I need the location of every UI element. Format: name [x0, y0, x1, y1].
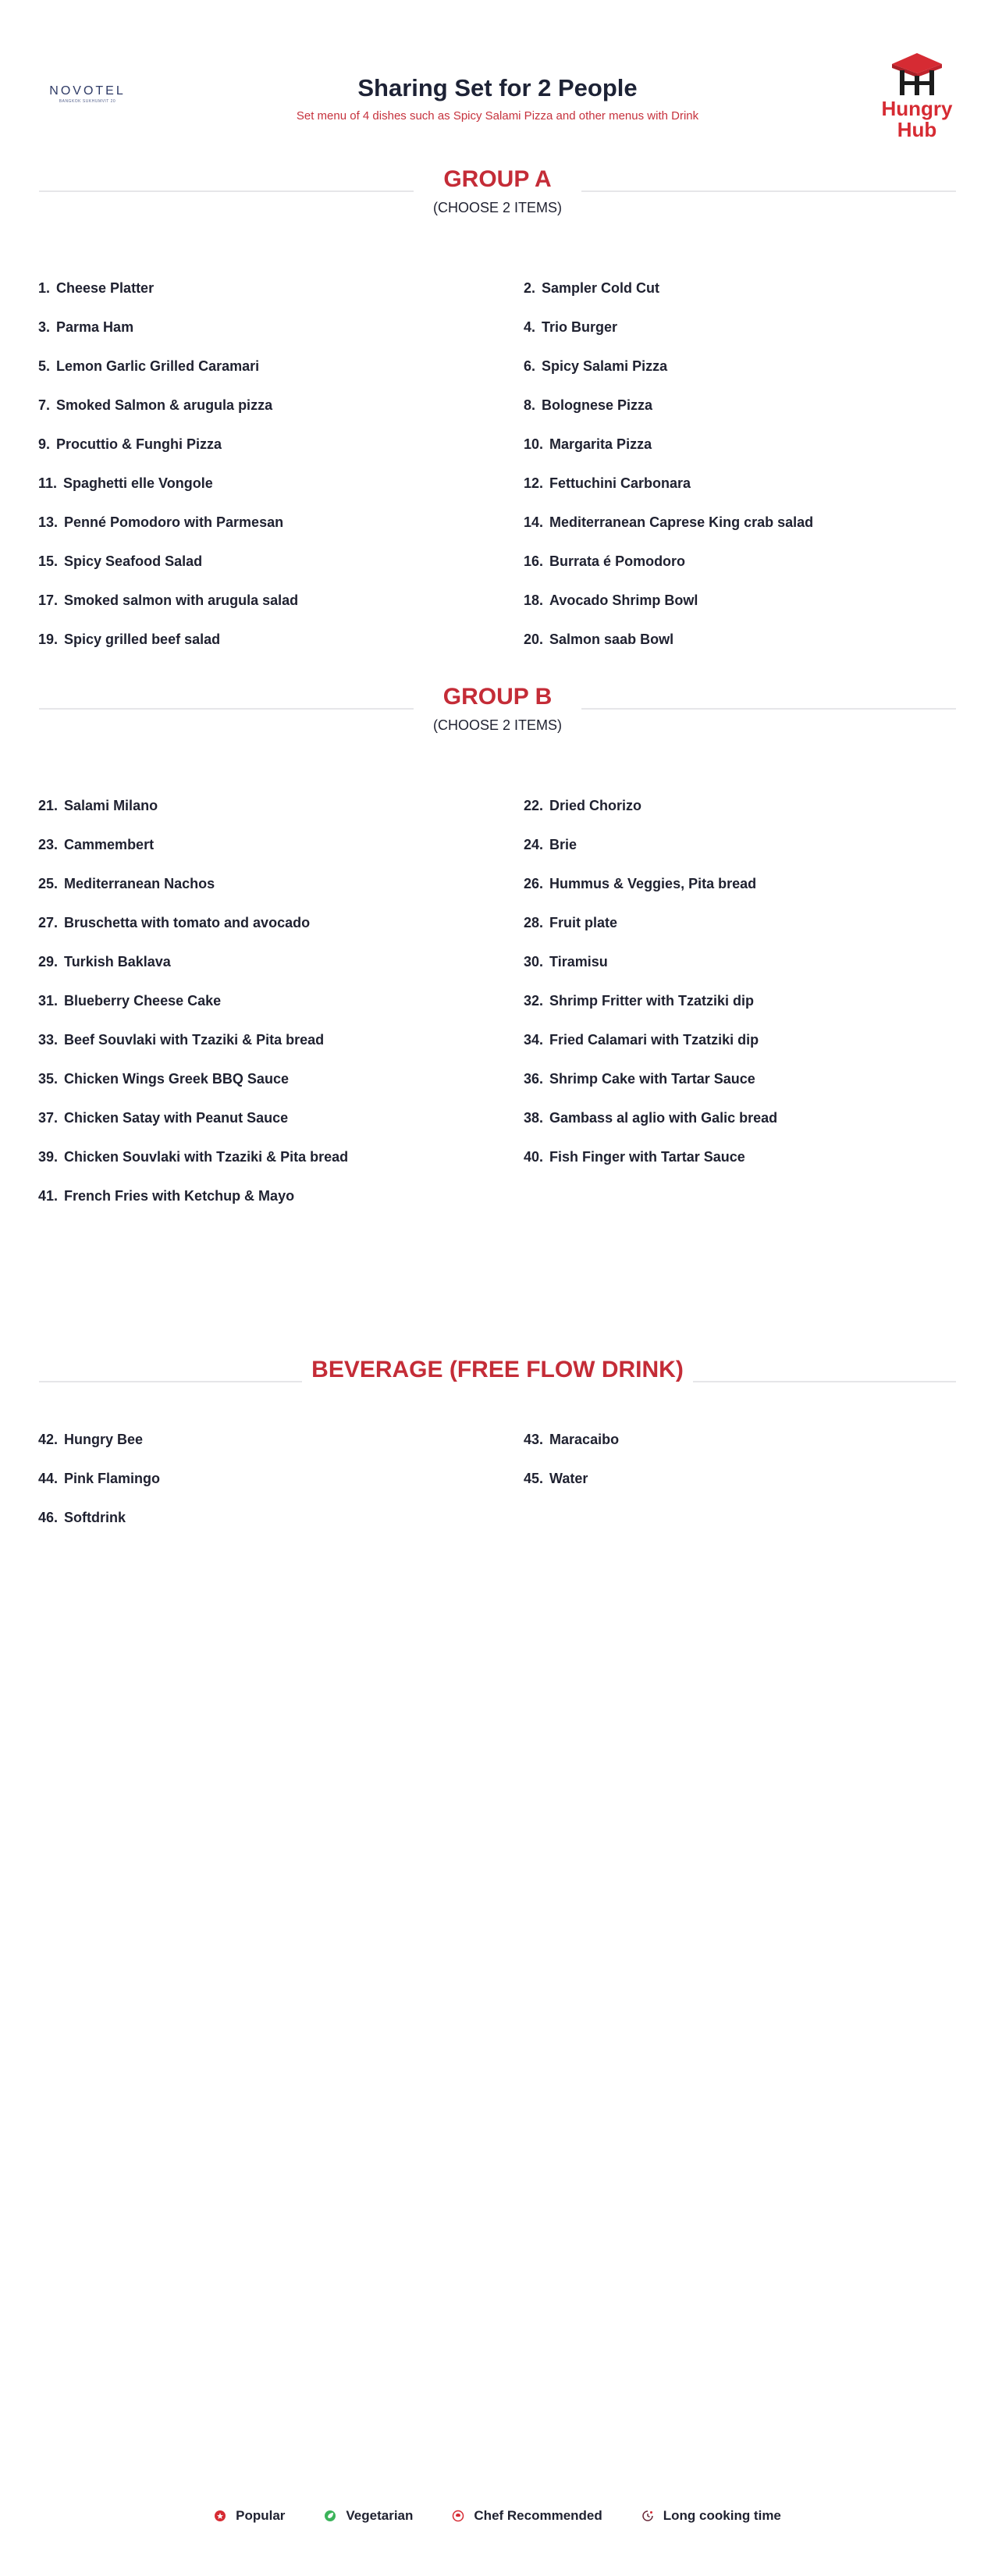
menu-item [524, 835, 959, 874]
divider [39, 708, 414, 710]
menu-item-number: 41. [38, 1188, 59, 1204]
menu-item-name: Brie [549, 837, 577, 852]
menu-item [38, 318, 524, 357]
menu-item-number: 40. [524, 1149, 544, 1165]
legend-item-popular [214, 2508, 285, 2524]
menu-item [524, 396, 959, 435]
menu-item [38, 1069, 524, 1108]
novotel-logo-tagline: BANGKOK SUKHUMVIT 20 [59, 99, 116, 104]
legend-label: Long cooking time [663, 2508, 781, 2523]
menu-item [524, 991, 959, 1030]
menu-item [38, 952, 524, 991]
legend [0, 2504, 995, 2528]
menu-item [524, 435, 959, 474]
menu-item-number: 6. [524, 358, 536, 374]
menu-item [524, 913, 959, 952]
menu-item [524, 874, 959, 913]
menu-item-name: Chicken Wings Greek BBQ Sauce [64, 1071, 289, 1087]
menu-item-number: 19. [38, 632, 59, 647]
menu-item-name: Turkish Baklava [64, 954, 171, 970]
menu-item-name: Sampler Cold Cut [542, 280, 660, 296]
menu-item-number: 45. [524, 1471, 544, 1486]
menu-item-name: Bruschetta with tomato and avocado [64, 915, 311, 930]
menu-item-number: 43. [524, 1432, 544, 1447]
menu-item [38, 835, 524, 874]
divider [39, 1381, 328, 1382]
menu-item-name: Fish Finger with Tartar Sauce [549, 1149, 745, 1165]
menu-item [38, 513, 524, 552]
page-subtitle: Set menu of 4 dishes such as Spicy Salami Pizza and other menus with Drink [296, 109, 699, 123]
divider [581, 190, 956, 192]
legend-item-long-cooking-time [641, 2508, 781, 2524]
menu-item-name: Maracaibo [549, 1432, 620, 1447]
menu-item-name: Beef Souvlaki with Tzaziki & Pita bread [64, 1032, 325, 1048]
menu-item-number: 14. [524, 514, 544, 530]
hungry-hub-logo [869, 50, 965, 151]
menu-item-name: Trio Burger [542, 319, 618, 335]
menu-item [38, 874, 524, 913]
group-b-items [38, 796, 959, 1226]
menu-item-number: 35. [38, 1071, 59, 1087]
menu-item-number: 9. [38, 436, 51, 452]
legend-item-chef-recommended [452, 2508, 602, 2524]
menu-item [38, 1030, 524, 1069]
menu-item-name: Spaghetti elle Vongole [63, 475, 213, 491]
menu-item [524, 1430, 959, 1469]
menu-item [524, 279, 959, 318]
menu-item [38, 474, 524, 513]
menu-item-name: Fried Calamari with Tzatziki dip [549, 1032, 759, 1048]
popular-icon [214, 2510, 226, 2522]
hungry-hub-logo-line1: Hungry [881, 97, 953, 120]
menu-item-number: 25. [38, 876, 59, 891]
menu-item-number: 44. [38, 1471, 59, 1486]
group-a-title: GROUP A [434, 164, 560, 195]
legend-label: Chef Recommended [474, 2508, 602, 2523]
menu-item-name: Smoked salmon with arugula salad [64, 592, 299, 608]
beverage-items [38, 1430, 959, 1547]
menu-item-number: 11. [38, 475, 58, 491]
menu-item [38, 796, 524, 835]
menu-item-number: 10. [524, 436, 544, 452]
menu-item-number: 24. [524, 837, 544, 852]
menu-item-number: 26. [524, 876, 544, 891]
menu-item [524, 357, 959, 396]
menu-item-number: 29. [38, 954, 59, 970]
group-a-note: (CHOOSE 2 ITEMS) [432, 200, 562, 215]
menu-item-name: Shrimp Cake with Tartar Sauce [549, 1071, 755, 1087]
menu-item [38, 1147, 524, 1187]
hungry-hub-logo-text [869, 98, 965, 141]
menu-item-name: Fruit plate [549, 915, 618, 930]
menu-item-name: Avocado Shrimp Bowl [549, 592, 698, 608]
menu-item-number: 30. [524, 954, 544, 970]
novotel-logo [47, 84, 128, 105]
menu-item-name: Softdrink [64, 1510, 126, 1525]
beverage-header [39, 1354, 956, 1386]
menu-item-number: 13. [38, 514, 59, 530]
page-header [0, 0, 995, 156]
menu-item-number: 2. [524, 280, 536, 296]
menu-item-number: 4. [524, 319, 536, 335]
menu-item [38, 552, 524, 591]
legend-label: Vegetarian [346, 2508, 414, 2523]
menu-item-number: 37. [38, 1110, 59, 1126]
menu-item-number: 34. [524, 1032, 544, 1048]
menu-item-number: 23. [38, 837, 59, 852]
menu-item-number: 39. [38, 1149, 59, 1165]
menu-item-name: Shrimp Fritter with Tzatziki dip [549, 993, 755, 1009]
menu-item [524, 513, 959, 552]
beverage-title: BEVERAGE (FREE FLOW DRINK) [302, 1354, 693, 1386]
menu-item-number: 3. [38, 319, 51, 335]
menu-item-name: Salmon saab Bowl [549, 632, 674, 647]
menu-item-name: Penné Pomodoro with Parmesan [64, 514, 284, 530]
menu-item-name: French Fries with Ketchup & Mayo [64, 1188, 295, 1204]
menu-item-number: 8. [524, 397, 536, 413]
menu-item-number: 5. [38, 358, 51, 374]
menu-item [38, 1108, 524, 1147]
menu-item [38, 1430, 524, 1469]
menu-item-name: Chicken Souvlaki with Tzaziki & Pita bread [64, 1149, 349, 1165]
menu-item-number: 38. [524, 1110, 544, 1126]
menu-item-number: 33. [38, 1032, 59, 1048]
menu-item [38, 1469, 524, 1508]
vegetarian-icon [324, 2510, 336, 2522]
menu-item [524, 1069, 959, 1108]
legend-item-vegetarian [324, 2508, 413, 2524]
menu-item-number: 16. [524, 553, 544, 569]
novotel-logo-word: NOVOTEL [49, 84, 126, 98]
menu-item-name: Cheese Platter [56, 280, 155, 296]
menu-item [38, 991, 524, 1030]
menu-item [38, 1187, 524, 1226]
menu-item-name: Spicy Salami Pizza [542, 358, 668, 374]
menu-item-number: 32. [524, 993, 544, 1009]
menu-item-number: 22. [524, 798, 544, 813]
menu-item [524, 591, 959, 630]
menu-item-number: 12. [524, 475, 544, 491]
legend-label: Popular [236, 2508, 286, 2523]
menu-item [38, 591, 524, 630]
menu-item-name: Hummus & Veggies, Pita bread [549, 876, 757, 891]
menu-item [524, 796, 959, 835]
menu-item-number: 36. [524, 1071, 544, 1087]
menu-item-number: 18. [524, 592, 544, 608]
menu-item-number: 31. [38, 993, 59, 1009]
menu-item [524, 952, 959, 991]
menu-item [38, 913, 524, 952]
menu-item-name: Tiramisu [549, 954, 608, 970]
title-block [234, 73, 761, 123]
menu-item [38, 396, 524, 435]
menu-item-number: 15. [38, 553, 59, 569]
group-a-header [39, 164, 956, 217]
table-chair-icon [890, 50, 943, 97]
menu-item-number: 46. [38, 1510, 59, 1525]
divider [581, 708, 956, 710]
menu-item [524, 630, 959, 669]
divider [675, 1381, 956, 1382]
menu-item-name: Mediterranean Nachos [64, 876, 215, 891]
menu-item [38, 357, 524, 396]
menu-item [38, 435, 524, 474]
menu-item-name: Spicy grilled beef salad [64, 632, 221, 647]
hungry-hub-logo-line2: Hub [897, 118, 937, 141]
menu-item-name: Water [549, 1471, 588, 1486]
menu-item-name: Spicy Seafood Salad [64, 553, 203, 569]
group-a-items [38, 279, 959, 669]
divider [39, 190, 414, 192]
menu-item-name: Lemon Garlic Grilled Caramari [56, 358, 260, 374]
menu-item-number: 20. [524, 632, 544, 647]
menu-item [524, 1030, 959, 1069]
menu-item-name: Salami Milano [64, 798, 158, 813]
menu-item [524, 1108, 959, 1147]
group-b-header [39, 681, 956, 735]
menu-item [524, 318, 959, 357]
menu-item-name: Cammembert [64, 837, 155, 852]
menu-item [524, 552, 959, 591]
menu-item-number: 42. [38, 1432, 59, 1447]
long-cooking-time-icon [641, 2510, 654, 2522]
menu-item-name: Mediterranean Caprese King crab salad [549, 514, 814, 530]
menu-item-name: Blueberry Cheese Cake [64, 993, 222, 1009]
menu-item-name: Chicken Satay with Peanut Sauce [64, 1110, 289, 1126]
menu-item-number: 17. [38, 592, 59, 608]
menu-item-name: Bolognese Pizza [542, 397, 653, 413]
menu-item-number: 28. [524, 915, 544, 930]
menu-item-number: 7. [38, 397, 51, 413]
menu-item-number: 27. [38, 915, 59, 930]
menu-item [524, 1469, 959, 1508]
menu-item [38, 279, 524, 318]
group-b-note: (CHOOSE 2 ITEMS) [432, 717, 562, 733]
menu-item-number: 21. [38, 798, 59, 813]
group-b-title: GROUP B [434, 681, 561, 713]
menu-item-name: Parma Ham [56, 319, 134, 335]
menu-item-name: Hungry Bee [64, 1432, 144, 1447]
menu-item-name: Pink Flamingo [64, 1471, 161, 1486]
menu-item [38, 630, 524, 669]
menu-item-name: Margarita Pizza [549, 436, 652, 452]
menu-item-number: 1. [38, 280, 51, 296]
menu-item-name: Fettuchini Carbonara [549, 475, 691, 491]
menu-item-name: Procuttio & Funghi Pizza [56, 436, 222, 452]
menu-item [38, 1508, 524, 1547]
menu-item [524, 1147, 959, 1187]
menu-item-name: Burrata é Pomodoro [549, 553, 686, 569]
menu-item-name: Dried Chorizo [549, 798, 642, 813]
chef-recommended-icon [452, 2510, 464, 2522]
page-title: Sharing Set for 2 People [357, 74, 638, 101]
menu-item [524, 474, 959, 513]
menu-item-name: Smoked Salmon & arugula pizza [56, 397, 273, 413]
menu-item-name: Gambass al aglio with Galic bread [549, 1110, 778, 1126]
